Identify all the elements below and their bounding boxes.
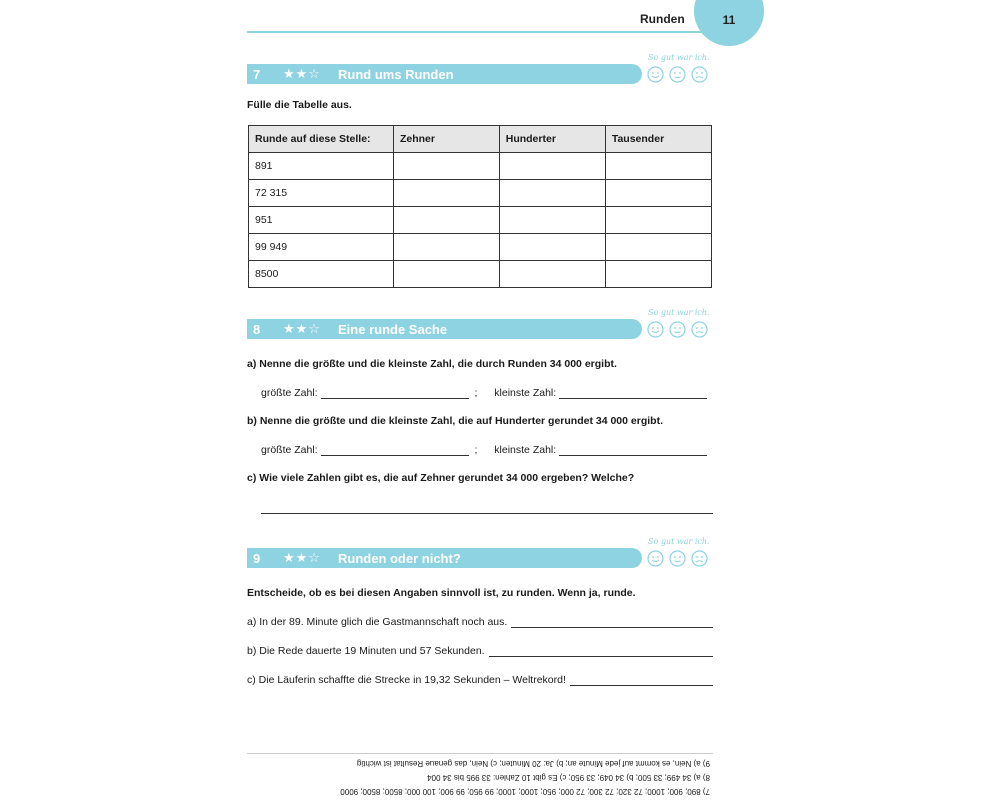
max-answer-field[interactable] (321, 444, 469, 456)
min-answer-field[interactable] (559, 387, 707, 399)
exercise-title: Runden oder nicht? (338, 550, 461, 566)
rating-smileys[interactable] (647, 321, 708, 338)
exercise-8c-question: c) Wie viele Zahlen gibt es, die auf Zehner gerundet 34 000 ergeben? Welche? (247, 472, 635, 484)
table-cell-number: 8500 (249, 261, 394, 288)
answer-line-c[interactable] (261, 513, 713, 514)
answer-field[interactable] (489, 646, 713, 657)
table-header: Hunderter (499, 126, 605, 153)
answer-cell[interactable] (605, 261, 711, 288)
rounding-table (248, 125, 712, 288)
worksheet-page (240, 0, 760, 800)
answer-cell[interactable] (605, 207, 711, 234)
happy-face-icon[interactable] (647, 66, 664, 83)
exercise-8a-question: a) Nenne die größte und die kleinste Zahl, die durch Runden 34 000 ergibt. (247, 358, 617, 370)
page-number: 11 (722, 13, 736, 27)
table-cell-number: 72 315 (249, 180, 394, 207)
min-answer-field[interactable] (559, 444, 707, 456)
solution-8: 8) a) 34 499; 33 500; b) 34 049; 33 950; c) Es gibt 10 Zahlen: 33 995 bis 34 004 (427, 773, 710, 782)
exercise-8b-question: b) Nenne die größte und die kleinste Zahl, die auf Hunderter gerundet 34 000 ergibt. (247, 415, 663, 427)
exercise-9-header (247, 548, 642, 568)
answer-line-a (261, 387, 707, 399)
answer-cell[interactable] (393, 153, 499, 180)
answer-cell[interactable] (393, 234, 499, 261)
question-text: b) Die Rede dauerte 19 Minuten und 57 Sekunden. (247, 645, 485, 657)
sad-face-icon[interactable] (691, 550, 708, 567)
max-label: größte Zahl: (261, 444, 318, 456)
table-header: Zehner (393, 126, 499, 153)
exercise-number: 7 (253, 66, 261, 82)
table-header: Tausender (605, 126, 711, 153)
table-header-row (249, 126, 712, 153)
exercise-9-instruction: Entscheide, ob es bei diesen Angaben sinnvoll ist, zu runden. Wenn ja, runde. (247, 587, 636, 599)
answer-cell[interactable] (605, 180, 711, 207)
answer-cell[interactable] (605, 153, 711, 180)
table-cell-number: 891 (249, 153, 394, 180)
question-9b (247, 645, 713, 657)
neutral-face-icon[interactable] (669, 550, 686, 567)
neutral-face-icon[interactable] (669, 321, 686, 338)
page-header-title: Runden (640, 12, 685, 26)
answer-cell[interactable] (393, 207, 499, 234)
difficulty-stars: ★★☆ (283, 550, 321, 565)
max-answer-field[interactable] (321, 387, 469, 399)
answer-cell[interactable] (499, 153, 605, 180)
sad-face-icon[interactable] (691, 66, 708, 83)
rating-label: So gut war ich. (648, 308, 710, 317)
solution-7: 7) 890; 900; 1000; 72 320; 72 300; 72 000; 950; 1000; 1000; 99 950; 99 900; 100 000; 8500; 8500; 9000 (340, 787, 710, 796)
separator: ; (474, 387, 478, 399)
rating-label: So gut war ich. (648, 537, 710, 546)
answer-cell[interactable] (499, 234, 605, 261)
exercise-8-header (247, 319, 642, 339)
table-row (249, 207, 712, 234)
sad-face-icon[interactable] (691, 321, 708, 338)
table-row (249, 153, 712, 180)
question-text: a) In der 89. Minute glich die Gastmannschaft noch aus. (247, 616, 508, 628)
answer-cell[interactable] (499, 207, 605, 234)
answer-field[interactable] (570, 675, 713, 686)
neutral-face-icon[interactable] (669, 66, 686, 83)
answer-cell[interactable] (393, 180, 499, 207)
exercise-title: Rund ums Runden (338, 66, 454, 82)
answer-cell[interactable] (499, 261, 605, 288)
question-text: c) Die Läuferin schaffte die Strecke in 19,32 Sekunden – Weltrekord! (247, 674, 566, 686)
table-cell-number: 951 (249, 207, 394, 234)
exercise-number: 9 (253, 550, 261, 566)
happy-face-icon[interactable] (647, 550, 664, 567)
question-9a (247, 616, 713, 628)
table-cell-number: 99 949 (249, 234, 394, 261)
answer-cell[interactable] (393, 261, 499, 288)
happy-face-icon[interactable] (647, 321, 664, 338)
answer-cell[interactable] (499, 180, 605, 207)
difficulty-stars: ★★☆ (283, 66, 321, 81)
rating-smileys[interactable] (647, 550, 708, 567)
question-9c (247, 674, 713, 686)
min-label: kleinste Zahl: (494, 387, 557, 399)
difficulty-stars: ★★☆ (283, 321, 321, 336)
footer-rule (247, 753, 713, 754)
answer-field[interactable] (511, 617, 713, 628)
rating-smileys[interactable] (647, 66, 708, 83)
rating-label: So gut war ich. (648, 53, 710, 62)
answer-cell[interactable] (605, 234, 711, 261)
exercise-number: 8 (253, 321, 261, 337)
exercise-title: Eine runde Sache (338, 321, 448, 337)
exercise-7-header (247, 64, 642, 84)
solution-9: 9) a) Nein, es kommt auf jede Minute an; b) Ja: 20 Minuten; c) Nein, das genaue Resultat ist wichtig (356, 759, 710, 768)
min-label: kleinste Zahl: (494, 444, 557, 456)
table-row (249, 234, 712, 261)
max-label: größte Zahl: (261, 387, 318, 399)
separator: ; (474, 444, 478, 456)
table-row (249, 180, 712, 207)
exercise-7-instruction: Fülle die Tabelle aus. (247, 99, 352, 111)
answer-line-b (261, 444, 707, 456)
table-header: Runde auf diese Stelle: (249, 126, 394, 153)
table-row (249, 261, 712, 288)
header-rule (247, 31, 755, 33)
